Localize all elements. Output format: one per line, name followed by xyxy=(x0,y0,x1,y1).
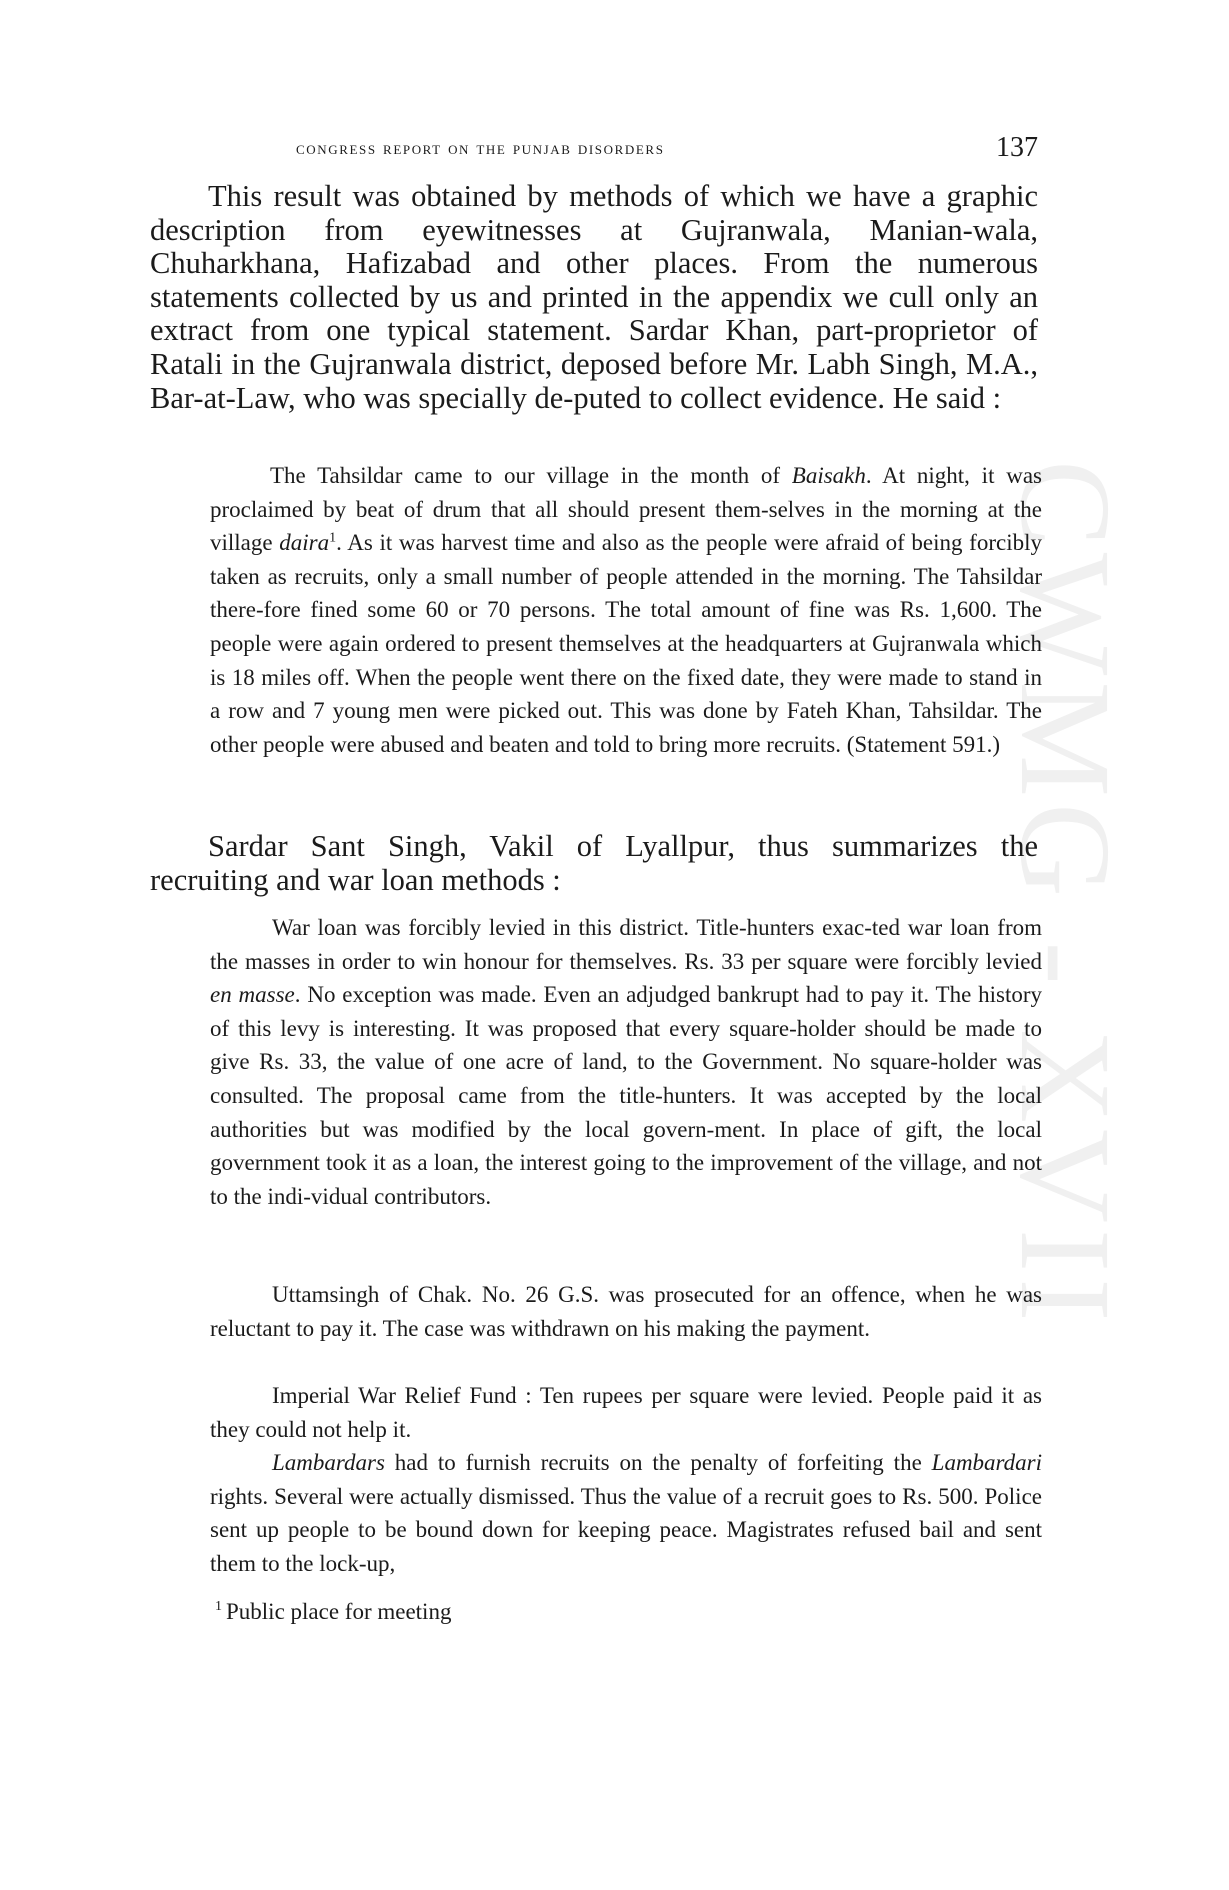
quote-text: . At night, it was proclaimed by beat of drum that all should present them-selves in the morning at the village xyxy=(210,463,1042,556)
paragraph-intro: This result was obtained by methods of which we have a graphic description from eyewitnesses at Gujranwala, Manian-wala, Chuharkhana, Hafizabad and other places. From the numerous statements collected by us and printed in the appendix we cull only an extract from one typical statement. Sardar Khan, part-proprietor of Ratali in the Gujranwala district, deposed before Mr. Labh Singh, M.A., Bar-at-Law, who was specially de-puted to collect evidence. He said : xyxy=(150,179,1038,415)
footnote-reference: 1 xyxy=(329,530,337,546)
running-head xyxy=(150,132,1038,168)
quote-uttamsingh: Uttamsingh of Chak. No. 26 G.S. was prosecuted for an offence, when he was reluctant to pay it. The case was withdrawn on his making the payment. xyxy=(210,1282,1042,1341)
running-title: congress report on the punjab disorders xyxy=(296,138,665,159)
quote-text: . As it was harvest time and also as the people were afraid of being forcibly taken as recruits, only a small number of people attended in the morning. The Tahsildar there-fore fined some 60 or 70 persons. The total amount of fine was Rs. 1,600. The people were again ordered to present themselves at the headquarters at Gujranwala which is 18 miles off. When the people went there on the fixed date, they were made to stand in a row and 7 young men were picked out. This was done by Fateh Khan, Tahsildar. The other people were abused and beaten and told to bring more recruits. (Statement 591.) xyxy=(210,530,1042,757)
term-daira: daira xyxy=(279,530,330,556)
term-lambardars: Lambardars xyxy=(272,1450,385,1475)
footnote-mark: 1 xyxy=(215,1599,222,1615)
quote-text: . No exception was made. Even an adjudged bankrupt had to pay it. The history of this levy is interesting. It was proposed that every square-holder should be made to give Rs. 33, the value of one acre of land, to the Government. No square-holder was consulted. The proposal came from the title-hunters. It was accepted by the local authorities but was modified by the local govern-ment. In place of gift, the local government took it as a loan, the interest going to the improvement of the village, and not to the indi-vidual contributors. xyxy=(210,982,1042,1209)
footnote xyxy=(215,1596,451,1628)
quote-text: War loan was forcibly levied in this district. Title-hunters exac-ted war loan from the masses in order to win honour for themselves. Rs. 33 per square were forcibly levied xyxy=(210,915,1042,974)
quote-relief-fund: Imperial War Relief Fund : Ten rupees per square were levied. People paid it as they could not help it. xyxy=(210,1383,1042,1442)
term-lambardari: Lambardari xyxy=(931,1450,1042,1475)
quote-sardar-khan xyxy=(210,459,1042,761)
term-baisakh: Baisakh xyxy=(791,463,866,488)
watermark: CWMG - XVII xyxy=(993,460,1137,1328)
quote-lambardars xyxy=(210,1446,1042,1580)
quote-text: rights. Several were actually dismissed. Thus the value of a recruit goes to Rs. 500. Police sent up people to be bound down for keeping peace. Magistrates refused bail and sent them to the lock-up, xyxy=(210,1483,1042,1576)
term-en-masse: en masse xyxy=(210,982,295,1008)
paragraph-sant-singh: Sardar Sant Singh, Vakil of Lyallpur, thus summarizes the recruiting and war loan methods : xyxy=(150,829,1038,897)
quote-text: The Tahsildar came to our village in the month of xyxy=(270,463,792,488)
page-number: 137 xyxy=(996,132,1038,163)
quote-war-loan xyxy=(210,911,1042,1213)
quote-text: had to furnish recruits on the penalty of forfeiting the xyxy=(384,1450,932,1475)
footnote-text: Public place for meeting xyxy=(226,1599,452,1624)
